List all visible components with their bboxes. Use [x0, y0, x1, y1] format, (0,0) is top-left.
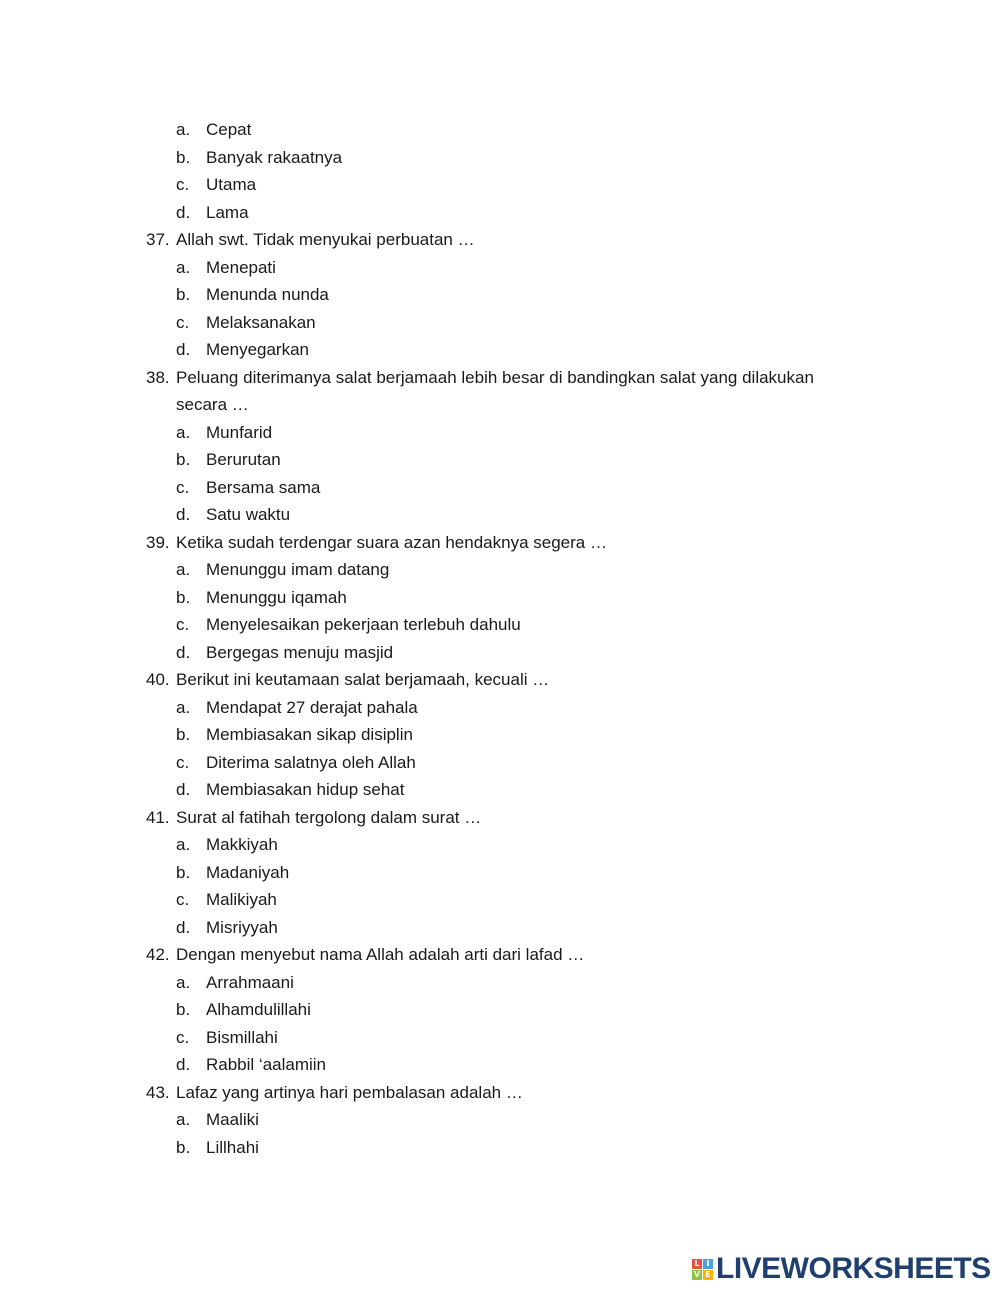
liveworksheets-logo[interactable]: [692, 1252, 991, 1286]
question-item: [0, 1079, 1000, 1107]
question-text: Peluang diterimanya salat berjamaah lebih besar di bandingkan salat yang dilakukan: [176, 367, 814, 387]
option-text: Mendapat 27 derajat pahala: [206, 697, 418, 717]
option-text: Alhamdulillahi: [206, 1000, 311, 1019]
answer-option: [0, 336, 1000, 364]
question-number: 38.: [146, 367, 170, 387]
logo-tile: V: [693, 1269, 701, 1279]
answer-option: [0, 254, 1000, 282]
answer-option: [0, 501, 1000, 529]
option-letter: a.: [176, 697, 191, 717]
answer-option: [0, 969, 1000, 997]
option-text: Membiasakan hidup sehat: [206, 780, 405, 799]
option-text: Munfarid: [206, 422, 273, 442]
option-text: Makkiyah: [206, 835, 278, 854]
option-letter: c.: [176, 1027, 190, 1047]
answer-option: [0, 831, 1000, 859]
answer-option: [0, 1106, 1000, 1134]
option-letter: c.: [176, 175, 190, 194]
option-text: Bismillahi: [206, 1027, 278, 1047]
question-item: [0, 666, 1000, 694]
option-text: Banyak rakaatnya: [206, 147, 343, 167]
option-letter: b.: [176, 147, 191, 167]
answer-option: [0, 474, 1000, 502]
option-text: Berurutan: [206, 450, 281, 469]
option-text: Menepati: [206, 257, 276, 277]
option-text: Menunggu imam datang: [206, 560, 390, 579]
option-text: Lama: [206, 202, 249, 222]
option-letter: c.: [176, 312, 190, 332]
question-number: 43.: [146, 1082, 170, 1102]
option-text: Cepat: [206, 120, 252, 139]
answer-option: [0, 914, 1000, 942]
option-text: Menyegarkan: [206, 340, 310, 359]
answer-option: [0, 584, 1000, 612]
option-letter: d.: [176, 505, 191, 524]
option-text: Satu waktu: [206, 505, 291, 524]
answer-option: [0, 639, 1000, 667]
logo-tile: L: [692, 1259, 702, 1269]
option-text: Diterima salatnya oleh Allah: [206, 752, 416, 772]
option-letter: c.: [176, 890, 190, 909]
option-letter: b.: [176, 725, 191, 744]
option-text: Bergegas menuju masjid: [206, 642, 394, 662]
option-text: Lillhahi: [206, 1137, 259, 1157]
question-item: [0, 529, 1000, 557]
answer-option: [0, 419, 1000, 447]
logo-tiles-icon: [692, 1259, 713, 1280]
question-text: Dengan menyebut nama Allah adalah arti dari lafad …: [176, 945, 585, 964]
answer-option: [0, 199, 1000, 227]
question-item: [0, 941, 1000, 969]
option-letter: b.: [176, 450, 191, 469]
option-letter: a.: [176, 972, 191, 992]
option-letter: a.: [176, 1110, 191, 1129]
question-text: Ketika sudah terdengar suara azan hendaknya segera …: [176, 532, 607, 552]
option-letter: d.: [176, 202, 191, 222]
answer-option: [0, 694, 1000, 722]
answer-option: [0, 859, 1000, 887]
option-letter: b.: [176, 862, 191, 882]
option-letter: d.: [176, 1055, 191, 1074]
answer-option: [0, 281, 1000, 309]
option-text: Rabbil ‘aalamiin: [206, 1055, 327, 1074]
question-item: [0, 226, 1000, 254]
question-text: Berikut ini keutamaan salat berjamaah, kecuali …: [176, 670, 550, 689]
question-text: secara …: [176, 395, 249, 414]
option-letter: a.: [176, 560, 191, 579]
option-text: Malikiyah: [206, 890, 277, 909]
answer-option: [0, 721, 1000, 749]
logo-tile: I: [703, 1259, 713, 1269]
option-letter: c.: [176, 615, 190, 634]
option-text: Madaniyah: [206, 862, 290, 882]
option-text: Menyelesaikan pekerjaan terlebuh dahulu: [206, 615, 521, 634]
answer-option: [0, 144, 1000, 172]
option-text: Arrahmaani: [206, 972, 294, 992]
logo-tile: E: [703, 1270, 713, 1280]
option-text: Maaliki: [206, 1110, 259, 1129]
option-letter: b.: [176, 285, 191, 304]
logo-wordmark: LIVEWORKSHEETS: [716, 1252, 991, 1285]
option-text: Misriyyah: [206, 917, 278, 937]
answer-option: [0, 611, 1000, 639]
question-number: 40.: [146, 670, 170, 689]
option-letter: b.: [176, 1000, 191, 1019]
option-letter: a.: [176, 120, 191, 139]
option-text: Membiasakan sikap disiplin: [206, 725, 413, 744]
option-text: Menunggu iqamah: [206, 587, 347, 607]
option-text: Bersama sama: [206, 477, 321, 497]
option-text: Utama: [206, 175, 257, 194]
option-letter: a.: [176, 835, 191, 854]
option-letter: d.: [176, 340, 191, 359]
question-text: Surat al fatihah tergolong dalam surat …: [176, 807, 482, 827]
option-letter: d.: [176, 642, 191, 662]
question-number: 37.: [146, 230, 170, 249]
answer-option: [0, 749, 1000, 777]
answer-option: [0, 171, 1000, 199]
question-number: 41.: [146, 807, 170, 827]
answer-option: [0, 556, 1000, 584]
answer-option: [0, 996, 1000, 1024]
answer-option: [0, 886, 1000, 914]
option-letter: b.: [176, 1137, 191, 1157]
option-text: Melaksanakan: [206, 312, 316, 332]
option-letter: a.: [176, 257, 191, 277]
question-number: 39.: [146, 532, 170, 552]
option-letter: d.: [176, 917, 191, 937]
option-letter: a.: [176, 422, 191, 442]
option-letter: b.: [176, 587, 191, 607]
question-text: Allah swt. Tidak menyukai perbuatan …: [176, 230, 475, 249]
option-text: Menunda nunda: [206, 285, 329, 304]
option-letter: c.: [176, 477, 190, 497]
answer-option: [0, 116, 1000, 144]
answer-option: [0, 776, 1000, 804]
answer-option: [0, 1051, 1000, 1079]
question-number: 42.: [146, 945, 170, 964]
option-letter: c.: [176, 752, 190, 772]
answer-option: [0, 1134, 1000, 1162]
option-letter: d.: [176, 780, 191, 799]
question-continuation: [0, 391, 1000, 419]
answer-option: [0, 446, 1000, 474]
worksheet-content: [0, 116, 1000, 1161]
question-text: Lafaz yang artinya hari pembalasan adalah …: [176, 1082, 523, 1102]
question-item: [0, 804, 1000, 832]
answer-option: [0, 309, 1000, 337]
question-item: [0, 364, 1000, 392]
answer-option: [0, 1024, 1000, 1052]
